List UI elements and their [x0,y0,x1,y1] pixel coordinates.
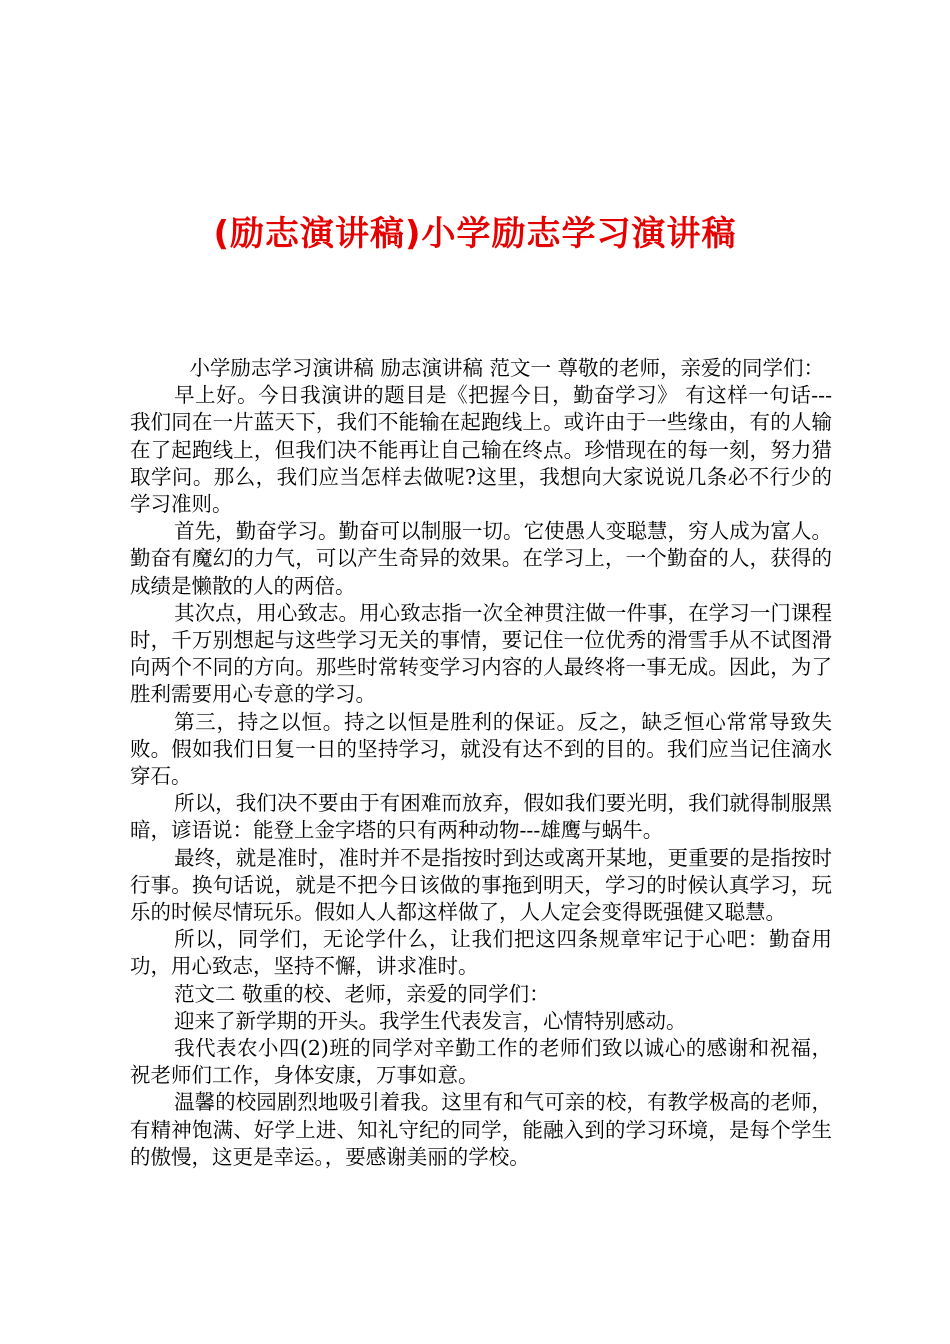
paragraph-third-point: 第三，持之以恒。持之以恒是胜利的保证。反之，缺乏恒心常常导致失败。假如我们日复一日的坚持学习，就没有达不到的目的。我们应当记住滴水穿石。 [130,709,832,789]
paragraph-sample-two-heading: 范文二 敬重的校、老师，亲爱的同学们： [174,981,550,1006]
paragraph-first-point: 首先，勤奋学习。勤奋可以制服一切。它使愚人变聪慧，穷人成为富人。勤奋有魔幻的力气，可以产生奇异的效果。在学习上，一个勤奋的人，获得的成绩是懒散的人的两倍。 [130,519,832,598]
paragraph-thanks: 我代表农小四(2)班的同学对辛勤工作的老师们致以诚心的感谢和祝福，祝老师们工作，身体安康，万事如意。 [130,1036,832,1088]
paragraph-perseverance: 所以，我们决不要由于有困难而放弃，假如我们要光明，我们就得制服黑暗，谚语说：能登上金字塔的只有两种动物---雄鹰与蜗牛。 [130,791,832,843]
paragraph-new-term: 迎来了新学期的开头。我学生代表发言，心情特别感动。 [174,1008,687,1033]
paragraph-intro: 小学励志学习演讲稿 励志演讲稿 范文一 尊敬的老师，亲爱的同学们： [189,356,824,380]
paragraph-greeting: 早上好。今日我演讲的题目是《把握今日，勤奋学习》 有这样一句话---我们同在一片蓝天下，我们不能输在起跑线上。或许由于一些缘由，有的人输在了起跑线上，但我们决不能再让自己输在终点。珍惜现在的每一刻，努力猎取学问。那么，我们应当怎样去做呢?这里，我想向大家说说几条必不行少的学习准则。 [130,383,832,517]
paragraph-summary: 所以，同学们，无论学什么，让我们把这四条规章牢记于心吧：勤奋用功，用心致志，坚持不懈，讲求准时。 [130,927,832,979]
paragraph-second-point: 其次点，用心致志。用心致志指一次全神贯注做一件事，在学习一门课程时，千万别想起与这些学习无关的事情，要记住一位优秀的滑雪手从不试图滑向两个不同的方向。那些时常转变学习内容的人最终将一事无成。因此，为了胜利需要用心专意的学习。 [130,600,832,707]
paragraph-campus: 温馨的校园剧烈地吸引着我。这里有和气可亲的校，有教学极高的老师，有精神饱满、好学上进、知礼守纪的同学，能融入到的学习环境，是每个学生的傲慢，这更是幸运。，要感谢美丽的学校。 [130,1090,832,1169]
document-body [130,355,832,1171]
document-title: (励志演讲稿)小学励志学习演讲稿 [213,214,737,254]
paragraph-punctuality: 最终，就是准时，准时并不是指按时到达或离开某地，更重要的是指按时行事。换句话说，就是不把今日该做的事拖到明天，学习的时候认真学习，玩乐的时候尽情玩乐。假如人人都这样做了，人人定会变得既强健又聪慧。 [130,845,832,925]
